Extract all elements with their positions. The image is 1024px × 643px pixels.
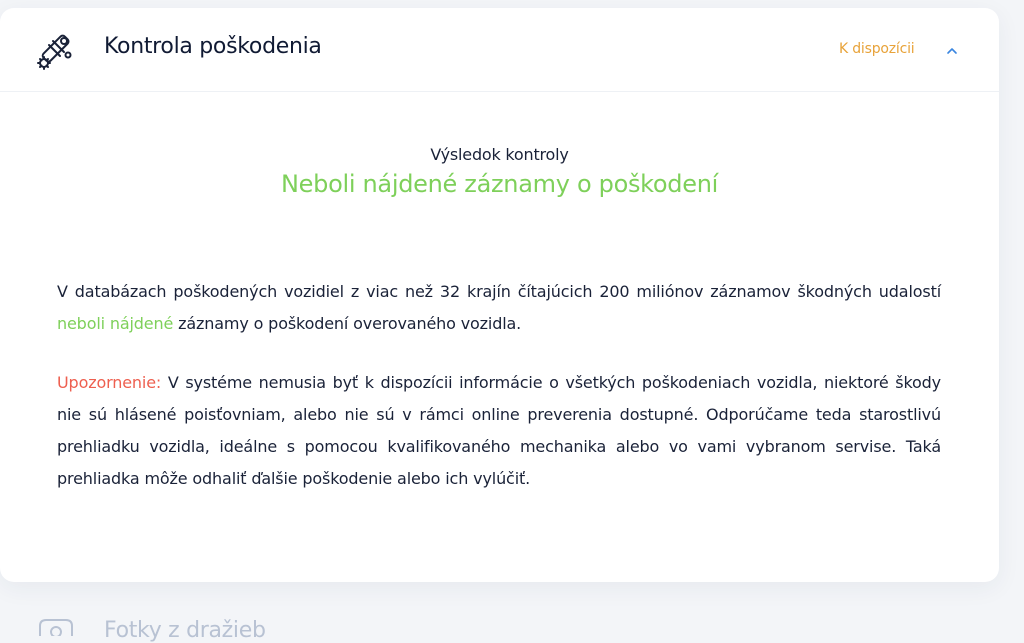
result-caption: Výsledok kontroly xyxy=(430,145,569,164)
section-title: Kontrola poškodenia xyxy=(104,34,322,59)
auction-photos-section-header[interactable] xyxy=(0,596,999,643)
next-section-title: Fotky z dražieb xyxy=(104,618,266,643)
damage-check-card xyxy=(0,8,999,582)
warning-paragraph xyxy=(57,367,941,495)
status-badge: K dispozícii xyxy=(839,41,915,57)
warning-text: V systéme nemusia byť k dispozícii informácie o všetkých poškodeniach vozidla, niektoré škody nie sú hlásené poisťovniam, alebo nie sú v rámci online preverenia dostupné. Odporúčame teda starostlivú prehliadku vozidla, ideálne s pomocou kvalifikovaného mechanika alebo vo vami vybranom servise. Taká prehliadka môže odhaliť ďalšie poškodenie alebo ich vylúčiť. xyxy=(57,373,941,488)
description-text-before: V databázach poškodených vozidiel z viac než 32 krajín čítajúcich 200 miliónov záznamov škodných udalostí xyxy=(57,282,941,301)
description-paragraph xyxy=(57,276,941,340)
chevron-up-icon[interactable] xyxy=(942,43,962,59)
camera-icon xyxy=(38,616,74,636)
description-highlight: neboli nájdené xyxy=(57,314,174,333)
wrench-tools-icon xyxy=(36,31,78,71)
description-text-after: záznamy o poškodení overovaného vozidla. xyxy=(173,314,522,333)
result-value: Neboli nájdené záznamy o poškodení xyxy=(281,170,718,198)
warning-label: Upozornenie: xyxy=(57,373,162,392)
damage-check-header[interactable] xyxy=(0,8,999,92)
